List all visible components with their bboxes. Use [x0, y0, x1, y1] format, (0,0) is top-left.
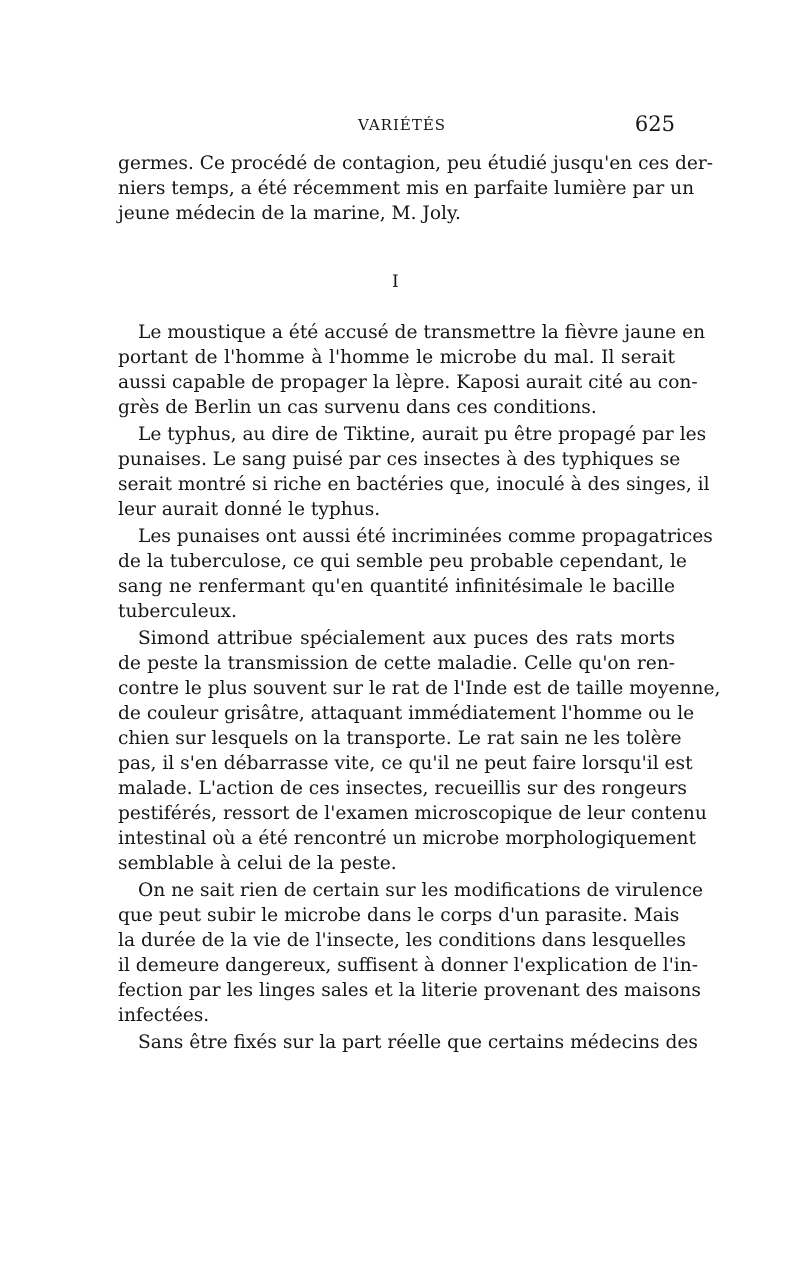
text-line: chien sur lesquels on la transporte. Le rat sain ne les tolère — [118, 728, 682, 749]
running-title: VARIÉTÉS — [358, 116, 447, 134]
text-line: jeune médecin de la marine, M. Joly. — [118, 203, 461, 224]
text-line: germes. Ce procédé de contagion, peu étudié jusqu'en ces der- — [118, 153, 714, 174]
text-line: Simond attribue spécialement aux puces des rats morts — [138, 628, 675, 649]
text-line: Le typhus, au dire de Tiktine, aurait pu être propagé par les — [138, 424, 707, 445]
text-line: fection par les linges sales et la literie provenant des maisons — [118, 980, 701, 1001]
text-line: Le moustique a été accusé de transmettre la fièvre jaune en — [138, 322, 706, 343]
text-line: Sans être fixés sur la part réelle que certains médecins des — [138, 1032, 698, 1053]
text-line: de la tuberculose, ce qui semble peu probable cependant, le — [118, 551, 687, 572]
text-line: grès de Berlin un cas survenu dans ces conditions. — [118, 397, 597, 418]
text-line: Les punaises ont aussi été incriminées comme propagatrices — [138, 526, 713, 547]
text-line: intestinal où a été rencontré un microbe morphologiquement — [118, 828, 696, 849]
text-line: niers temps, a été récemment mis en parfaite lumière par un — [118, 178, 695, 199]
section-numeral: I — [392, 272, 399, 292]
text-line: portant de l'homme à l'homme le microbe du mal. Il serait — [118, 347, 675, 368]
text-line: de couleur grisâtre, attaquant immédiatement l'homme ou le — [118, 703, 695, 724]
page-number: 625 — [634, 112, 675, 136]
text-line: malade. L'action de ces insectes, recueillis sur des rongeurs — [118, 778, 687, 799]
text-line: sang ne renfermant qu'en quantité infinitésimale le bacille — [118, 576, 675, 597]
text-line: infectées. — [118, 1005, 210, 1026]
text-line: la durée de la vie de l'insecte, les conditions dans lesquelles — [118, 930, 686, 951]
text-line: On ne sait rien de certain sur les modifications de virulence — [138, 880, 704, 901]
text-line: serait montré si riche en bactéries que, inoculé à des singes, il — [118, 474, 710, 495]
text-line: il demeure dangereux, suffisent à donner l'explication de l'in- — [118, 955, 699, 976]
text-line: contre le plus souvent sur le rat de l'Inde est de taille moyenne, — [118, 678, 721, 699]
text-line: aussi capable de propager la lèpre. Kaposi aurait cité au con- — [118, 372, 698, 393]
text-line: leur aurait donné le typhus. — [118, 499, 381, 520]
text-line: de peste la transmission de cette maladie. Celle qu'on ren- — [118, 653, 675, 674]
running-head — [118, 112, 675, 142]
text-line: pas, il s'en débarrasse vite, ce qu'il ne peut faire lorsqu'il est — [118, 753, 693, 774]
text-line: punaises. Le sang puisé par ces insectes à des typhiques se — [118, 449, 681, 470]
text-line: semblable à celui de la peste. — [118, 853, 397, 874]
text-line: que peut subir le microbe dans le corps d'un parasite. Mais — [118, 905, 680, 926]
text-line: pestiférés, ressort de l'examen microscopique de leur contenu — [118, 803, 707, 824]
text-line: tuberculeux. — [118, 601, 237, 622]
